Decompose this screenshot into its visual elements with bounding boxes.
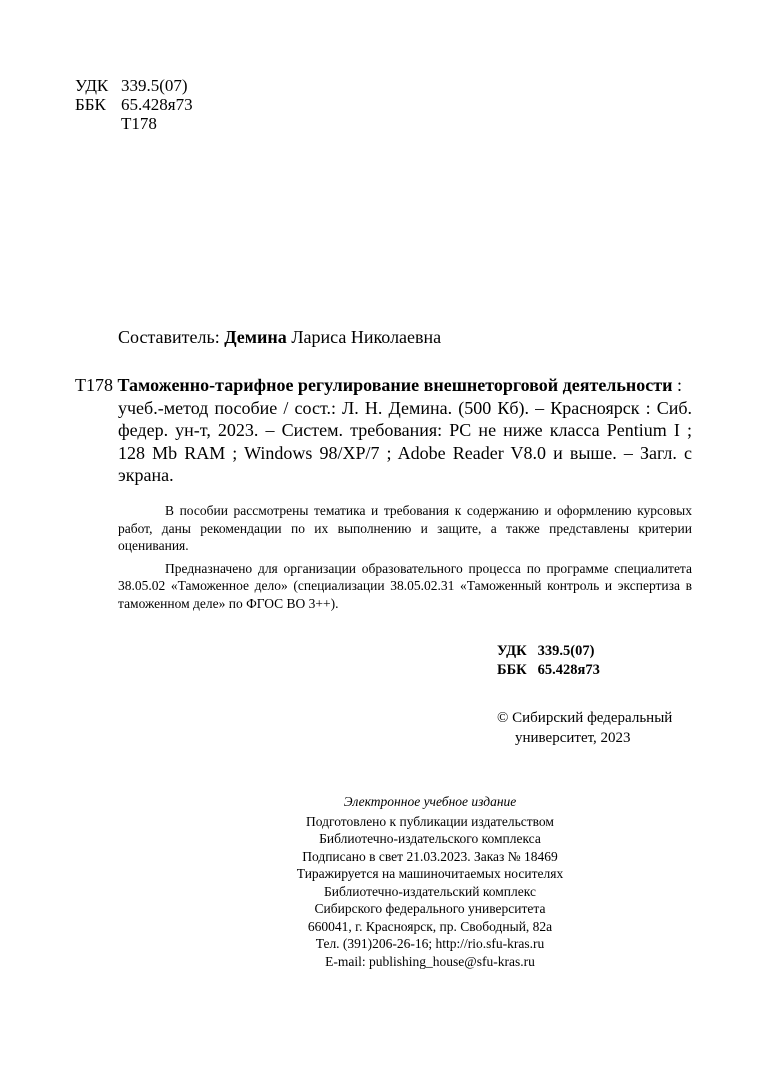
abstract-paragraph-1: В пособии рассмотрены тематика и требования к содержанию и оформлению курсовых работ, даны рекомендации по их выполнению и защите, а также представлены критерии оценивания. bbox=[118, 503, 692, 553]
copyright bbox=[497, 708, 672, 748]
compiler-line bbox=[118, 327, 441, 348]
abstract bbox=[118, 502, 692, 617]
biblio-title-suffix: : bbox=[672, 375, 683, 395]
abstract-paragraph-2: Предназначено для организации образовательного процесса по программе специалитета 38.05.02 «Таможенное дело» (специализации 38.05.02.31 «Таможенный контроль и экспертиза в таможенном деле» по ФГОС ВО 3++). bbox=[118, 560, 692, 611]
copyright-line-1: © Сибирский федеральный bbox=[497, 710, 673, 726]
classification-codes bbox=[75, 76, 193, 133]
biblio-title-line bbox=[75, 374, 692, 397]
imprint-line: Библиотечно-издательского комплекса bbox=[319, 831, 541, 846]
compiler-prefix: Составитель: bbox=[118, 327, 225, 347]
bbk-label-bold: ББК bbox=[497, 662, 527, 678]
bibliographic-record bbox=[75, 374, 692, 487]
udk-value: 339.5(07) bbox=[121, 76, 188, 95]
udk-value-bold: 339.5(07) bbox=[537, 643, 595, 659]
compiler-surname: Демина bbox=[224, 327, 287, 347]
imprint bbox=[175, 793, 685, 970]
imprint-line: Тиражируется на машиночитаемых носителях bbox=[296, 866, 564, 881]
imprint-line: Тел. (391)206-26-16; http://rio.sfu-kras.ru bbox=[315, 936, 545, 951]
imprint-line: 660041, г. Красноярск, пр. Свободный, 82а bbox=[307, 918, 553, 934]
bbk-value-bold: 65.428я73 bbox=[537, 662, 600, 678]
udk-label-bold: УДК bbox=[497, 643, 527, 659]
imprint-line: Подготовлено к публикации издательством bbox=[306, 813, 554, 829]
compiler-name: Лариса Николаевна bbox=[286, 327, 442, 347]
bbk-label: ББК bbox=[75, 95, 106, 114]
edition-type: Электронное учебное издание bbox=[343, 794, 517, 809]
biblio-title: Таможенно-тарифное регулирование внешнеторговой деятельности bbox=[117, 375, 673, 395]
classification-codes-bold bbox=[497, 642, 600, 680]
biblio-mark: Т178 bbox=[75, 375, 118, 395]
imprint-line: Подписано в свет 21.03.2023. Заказ № 18469 bbox=[302, 848, 558, 864]
imprint-line: Библиотечно-издательский комплекс bbox=[324, 883, 536, 899]
bbk-row-bold bbox=[497, 661, 600, 680]
bbk-value: 65.428я73 bbox=[121, 95, 193, 114]
imprint-line: Сибирского федерального университета bbox=[314, 901, 546, 916]
udk-label: УДК bbox=[75, 76, 109, 95]
copyright-line-2: университет, 2023 bbox=[515, 730, 631, 746]
author-mark: Т178 bbox=[121, 114, 157, 133]
bbk-row bbox=[75, 95, 193, 114]
imprint-line: E-mail: publishing_house@sfu-kras.ru bbox=[325, 953, 535, 969]
udk-row bbox=[75, 76, 193, 95]
biblio-description: учеб.-метод пособие / сост.: Л. Н. Демина. (500 Кб). – Красноярск : Сиб. федер. ун-т, 2023. – Систем. требования: PC не ниже класса Pentium I ; 128 Mb RAM ; Windows 98/XP/7 ; Adobe Reader V8.0 и выше. – Загл. с экрана. bbox=[118, 397, 692, 485]
udk-row-bold bbox=[497, 642, 600, 661]
